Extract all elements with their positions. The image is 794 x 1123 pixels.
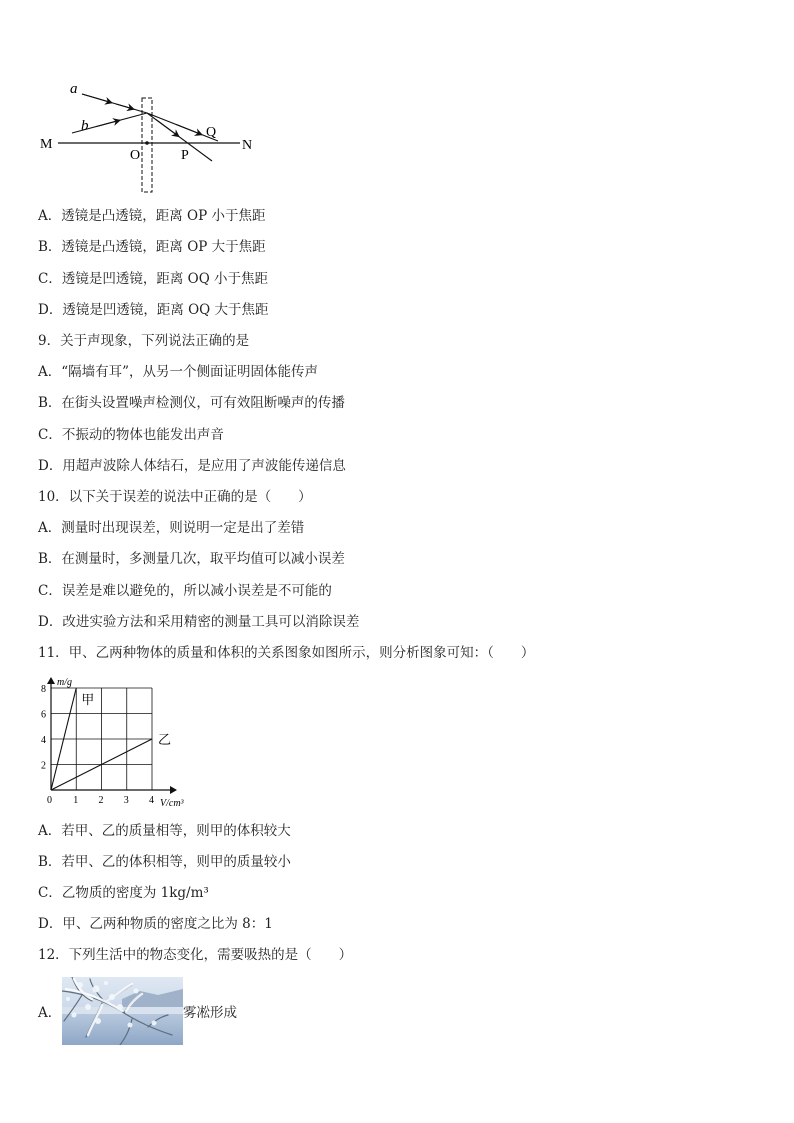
optical-center-dot — [145, 141, 149, 145]
label-M: M — [40, 137, 53, 152]
q8-option-d: D．透镜是凹透镜，距离 OQ 大于焦距 — [38, 302, 269, 318]
x-axis-label: V/cm³ — [160, 798, 184, 809]
lens-ray-diagram — [36, 78, 276, 196]
q12-option-a-letter: A． — [38, 1005, 62, 1021]
ray-b-refracted-arrow — [176, 124, 202, 134]
q10-option-d: D．改进实验方法和采用精密的测量工具可以消除误差 — [38, 614, 360, 630]
y-tick-label: 6 — [41, 709, 46, 721]
graph-grid — [51, 688, 152, 790]
q10-stem: 10．以下关于误差的说法中正确的是（ ） — [38, 489, 312, 505]
q12-option-a-text: 雾凇形成 — [183, 1005, 237, 1021]
q8-option-c: C．透镜是凹透镜，距离 OQ 小于焦距 — [38, 271, 269, 287]
x-tick-label: 3 — [123, 795, 129, 806]
x-tick-label: 1 — [73, 795, 79, 806]
series-label-1: 甲 — [81, 692, 95, 707]
q12-stem: 12．下列生活中的物态变化，需要吸热的是（ ） — [38, 947, 353, 963]
q11-option-a: A．若甲、乙的质量相等，则甲的体积较大 — [38, 823, 291, 839]
x-tick-label: 2 — [98, 795, 104, 806]
ray-a-refracted-arrow — [156, 120, 179, 137]
q11-option-b: B．若甲、乙的体积相等，则甲的质量较小 — [38, 854, 291, 870]
q11-option-d: D．甲、乙两种物质的密度之比为 8：1 — [38, 916, 273, 932]
ray-b-arrow — [96, 120, 120, 126]
x-tick-label: 4 — [149, 795, 154, 806]
label-Q: Q — [206, 125, 217, 140]
y-tick-label: 2 — [41, 760, 46, 772]
label-a: a — [70, 81, 78, 97]
label-N: N — [242, 138, 253, 153]
q9-option-a: A．“隔墙有耳”，从另一个侧面证明固体能传声 — [38, 364, 319, 380]
q10-option-b: B．在测量时，多测量几次，取平均值可以减小误差 — [38, 551, 345, 567]
q10-option-a: A．测量时出现误差，则说明一定是出了差错 — [38, 520, 305, 536]
q9-option-b: B．在街头设置噪声检测仪，可有效阻断噪声的传播 — [38, 395, 345, 411]
ray-a-arrow-2 — [116, 104, 134, 109]
q10-option-c: C．误差是难以避免的，所以减小误差是不可能的 — [38, 583, 332, 599]
q9-option-c: C．不振动的物体也能发出声音 — [38, 427, 224, 443]
q8-option-a: A．透镜是凸透镜，距离 OP 小于焦距 — [38, 208, 266, 224]
series-label-2: 乙 — [158, 732, 172, 747]
y-tick-label: 4 — [41, 735, 46, 746]
label-P: P — [181, 148, 189, 163]
y-tick-label: 8 — [41, 684, 46, 695]
q11-option-c: C．乙物质的密度为 1kg/m³ — [38, 885, 209, 901]
q9-stem: 9．关于声现象，下列说法正确的是 — [38, 333, 250, 349]
mass-volume-graph — [36, 672, 196, 810]
ray-a-arrow-1 — [82, 94, 112, 103]
q9-option-d: D．用超声波除人体结石，是应用了声波能传递信息 — [38, 458, 346, 474]
q8-option-b: B．透镜是凸透镜，距离 OP 大于焦距 — [38, 239, 266, 255]
label-b: b — [81, 118, 89, 134]
x-tick-label: 0 — [47, 795, 52, 806]
y-axis-label: m/g — [57, 677, 72, 688]
q11-stem: 11．甲、乙两种物体的质量和体积的关系图象如图所示，则分析图象可知：（ ） — [38, 645, 535, 661]
rime-photo — [62, 977, 183, 1045]
label-O: O — [130, 148, 141, 163]
